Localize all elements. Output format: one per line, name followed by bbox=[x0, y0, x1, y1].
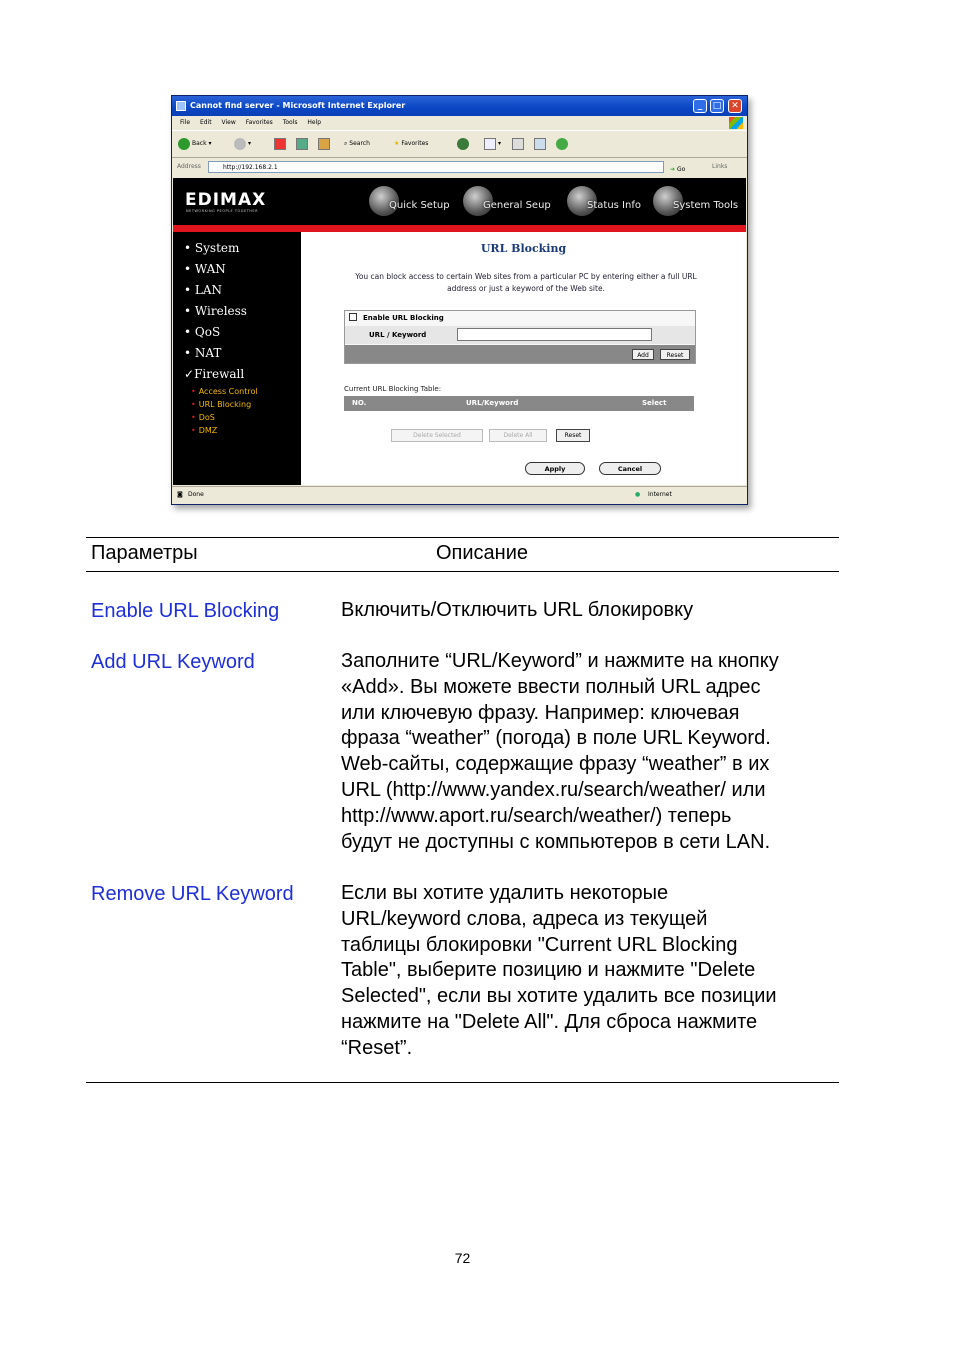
desc-line: “Reset”. bbox=[341, 1036, 413, 1059]
param-remove-url-keyword: Remove URL Keyword bbox=[91, 883, 294, 905]
forward-arrow-icon bbox=[234, 138, 246, 150]
enable-row bbox=[345, 311, 695, 325]
desc-line: будут не доступны с компьютеров в сети LAN. bbox=[341, 830, 771, 853]
desc-line: нажмите на "Delete All". Для сброса нажмите bbox=[341, 1010, 758, 1033]
desc-line: http://www.aport.ru/search/weather/) теперь bbox=[341, 804, 732, 827]
table-bottom-rule bbox=[86, 1082, 839, 1083]
desc-line: Если вы хотите удалить некоторые bbox=[341, 882, 669, 904]
red-divider bbox=[173, 225, 746, 232]
sidebar-sub-url-blocking[interactable]: • URL Blocking bbox=[191, 400, 251, 409]
status-left: Done bbox=[188, 491, 204, 498]
enable-checkbox[interactable] bbox=[349, 313, 357, 321]
delete-selected-button[interactable]: Delete Selected bbox=[391, 429, 483, 442]
favorites-button[interactable]: ★ Favorites bbox=[394, 140, 429, 147]
col-no: NO. bbox=[352, 399, 367, 407]
refresh-button[interactable] bbox=[296, 137, 310, 151]
param-add-url-keyword: Add URL Keyword bbox=[91, 651, 255, 673]
home-icon bbox=[318, 138, 330, 150]
close-icon[interactable]: ✕ bbox=[728, 99, 742, 113]
status-bar bbox=[172, 486, 747, 504]
table-header bbox=[344, 396, 694, 411]
param-enable-url-blocking: Enable URL Blocking bbox=[91, 600, 280, 622]
desc-line: Включить/Отключить URL блокировку bbox=[341, 599, 694, 621]
desc-remove-url-keyword bbox=[341, 881, 836, 1062]
address-bar bbox=[172, 158, 747, 176]
desc-line: Selected", если вы хотите удалить все позиции bbox=[341, 985, 777, 1008]
sidebar bbox=[173, 232, 301, 485]
mail-button[interactable]: ▾ bbox=[484, 137, 501, 151]
header-description: Описание bbox=[436, 542, 529, 564]
messenger-icon bbox=[556, 138, 568, 150]
print-icon bbox=[512, 138, 524, 150]
logo-tagline: NETWORKING PEOPLE TOGETHER bbox=[186, 209, 259, 213]
col-select: Select bbox=[642, 399, 667, 407]
enable-label: Enable URL Blocking bbox=[363, 314, 444, 322]
stop-icon bbox=[274, 138, 286, 150]
messenger-button[interactable] bbox=[556, 137, 570, 151]
header-bottom-rule bbox=[86, 571, 839, 572]
windows-logo-icon bbox=[729, 117, 743, 129]
history-button[interactable] bbox=[457, 137, 471, 151]
sidebar-item-wireless[interactable]: • Wireless bbox=[184, 304, 247, 318]
col-url-keyword: URL/Keyword bbox=[466, 399, 519, 407]
url-blocking-form bbox=[344, 310, 696, 364]
cancel-button[interactable]: Cancel bbox=[599, 462, 661, 475]
mail-icon bbox=[484, 138, 496, 150]
keyword-row bbox=[345, 326, 695, 344]
window-titlebar bbox=[172, 96, 747, 116]
search-icon: ⌕ bbox=[344, 140, 348, 147]
history-icon bbox=[457, 138, 469, 150]
sidebar-sub-dmz[interactable]: • DMZ bbox=[191, 426, 217, 435]
main-content bbox=[301, 232, 746, 485]
menu-file[interactable]: File bbox=[180, 119, 191, 126]
page-title: URL Blocking bbox=[480, 242, 567, 255]
window-title: Cannot find server - Microsoft Internet Explorer bbox=[190, 101, 406, 110]
delete-all-button[interactable]: Delete All bbox=[489, 429, 547, 442]
desc-line: фраза “weather” (погода) в поле URL Keyword. bbox=[341, 727, 771, 750]
edit-icon bbox=[534, 138, 546, 150]
page-number: 72 bbox=[454, 1250, 471, 1266]
desc-line: таблицы блокировки "Current URL Blocking bbox=[341, 933, 738, 956]
desc-enable-url-blocking bbox=[341, 598, 836, 624]
menu-edit[interactable]: Edit bbox=[199, 119, 212, 126]
sidebar-sub-dos[interactable]: • DoS bbox=[191, 413, 215, 422]
table-top-rule bbox=[86, 537, 839, 538]
menu-bar bbox=[172, 116, 747, 130]
reset-table-button[interactable]: Reset bbox=[556, 429, 590, 442]
desc-line: URL (http://www.yandex.ru/search/weather/ или bbox=[341, 778, 766, 801]
keyword-label: URL / Keyword bbox=[369, 331, 427, 339]
table-caption: Current URL Blocking Table: bbox=[344, 385, 442, 393]
form-buttons-row bbox=[345, 345, 695, 363]
desc-line: Web-сайты, содержащие фразу “weather” в их bbox=[341, 753, 770, 776]
add-button[interactable]: Add bbox=[632, 349, 654, 360]
address-label: Address bbox=[177, 163, 201, 170]
status-right: Internet bbox=[648, 491, 672, 498]
sidebar-item-nat[interactable]: • NAT bbox=[184, 346, 222, 360]
go-button[interactable]: ➔ Go bbox=[670, 166, 686, 173]
sidebar-item-lan[interactable]: • LAN bbox=[184, 283, 223, 297]
desc-line: Заполните “URL/Keyword” и нажмите на кнопку bbox=[341, 650, 779, 672]
star-icon: ★ bbox=[394, 140, 400, 147]
sidebar-item-system[interactable]: • System bbox=[184, 241, 240, 255]
stop-button[interactable] bbox=[274, 137, 288, 151]
router-page bbox=[173, 178, 746, 485]
page-done-icon: ◙ bbox=[177, 491, 183, 498]
menu-help[interactable]: Help bbox=[307, 119, 322, 126]
apply-button[interactable]: Apply bbox=[525, 462, 585, 475]
sidebar-sub-access-control[interactable]: • Access Control bbox=[191, 387, 258, 396]
toolbar bbox=[172, 130, 747, 158]
sidebar-item-wan[interactable]: • WAN bbox=[184, 262, 226, 276]
banner: EDIMAX NETWORKING PEOPLE TOGETHER Quick Setup General Seup Status Info System Tools bbox=[173, 178, 746, 225]
edimax-logo: EDIMAX bbox=[185, 190, 267, 210]
desc-line: Table", выберите позицию и нажмите "Delete bbox=[341, 959, 756, 982]
internet-zone-icon: ● bbox=[635, 491, 641, 498]
address-input[interactable]: http://192.168.2.1 bbox=[208, 161, 664, 173]
search-button[interactable]: ⌕ Search bbox=[344, 140, 370, 147]
back-button[interactable]: Back ▾ bbox=[178, 137, 212, 151]
edit-button[interactable] bbox=[534, 137, 548, 151]
ie-icon bbox=[176, 101, 186, 111]
refresh-icon bbox=[296, 138, 308, 150]
forward-button[interactable]: ▾ bbox=[234, 137, 251, 151]
menu-favorites[interactable]: Favorites bbox=[245, 119, 273, 126]
print-button[interactable] bbox=[512, 137, 526, 151]
go-arrow-icon: ➔ bbox=[670, 166, 676, 173]
home-button[interactable] bbox=[318, 137, 332, 151]
router-screenshot bbox=[171, 95, 748, 505]
sidebar-item-qos[interactable]: • QoS bbox=[184, 325, 221, 339]
desc-line: URL/keyword слова, адреса из текущей bbox=[341, 907, 708, 930]
minimize-icon[interactable]: _ bbox=[693, 99, 707, 113]
menu-tools[interactable]: Tools bbox=[282, 119, 298, 126]
links-button[interactable]: Links bbox=[712, 163, 728, 170]
desc-line: «Add». Вы можете ввести полный URL адрес bbox=[341, 675, 761, 698]
reset-button[interactable]: Reset bbox=[660, 349, 690, 360]
page-description: You can block access to certain Web sites from a particular PC by entering either a full URL address or just a keyword of the Web site. bbox=[355, 272, 697, 293]
menu-view[interactable]: View bbox=[221, 119, 236, 126]
desc-line: или ключевую фразу. Например: ключевая bbox=[341, 701, 740, 724]
sidebar-item-firewall[interactable]: ✓Firewall bbox=[184, 367, 245, 381]
keyword-input[interactable] bbox=[457, 328, 652, 341]
back-arrow-icon bbox=[178, 138, 190, 150]
desc-add-url-keyword bbox=[341, 649, 836, 855]
maximize-icon[interactable]: □ bbox=[710, 99, 724, 113]
header-params: Параметры bbox=[91, 542, 198, 564]
